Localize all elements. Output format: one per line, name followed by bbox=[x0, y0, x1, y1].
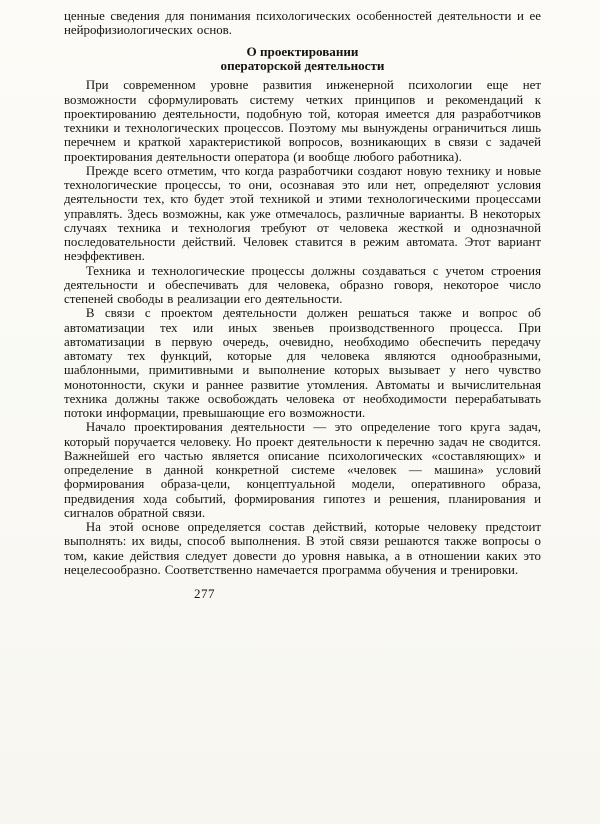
section-heading-line-1: О проектировании bbox=[246, 43, 359, 59]
paragraph: При современном уровне развития инженерной психологии еще нет возможности сформулировать систему четких принципов и рекомендаций к проектированию деятельности, подобную той, которая имеется для разработчиков техники и технологических процессов. Поэтому мы вынуждены ограничиться лишь перечнем и краткой характеристикой вопросов, возникающих в связи с задачей проектирования деятельности оператора (и вообще любого работника). bbox=[64, 78, 541, 164]
section-heading bbox=[64, 45, 541, 74]
continuation-paragraph: ценные сведения для понимания психологических особенностей деятельности и ее нейрофизиологических основ. bbox=[64, 9, 541, 38]
page-number: 277 bbox=[194, 586, 216, 602]
paragraph: В связи с проектом деятельности должен решаться также и вопрос об автоматизации тех или иных звеньев производственного процесса. При автоматизации в первую очередь, очевидно, необходимо обеспечить передачу автомату тех функций, которые для человека являются однообразными, шаблонными, примитивными и выполнение которых вызывает у него чувство монотонности, скуки и раннее развитие утомления. Автоматы и вычислительная техника должны также освобождать человека от необходимости перерабатывать потоки информации, превышающие его возможности. bbox=[64, 306, 541, 421]
paragraph: Техника и технологические процессы должны создаваться с учетом строения деятельности и обеспечивать для человека, образно говоря, некоторое число степеней свободы в реализации его деятельности. bbox=[64, 263, 541, 307]
page-text-block bbox=[64, 9, 541, 577]
paragraph: Начало проектирования деятельности — это определение того круга задач, который поручается человеку. Но проект деятельности к перечню задач не сводится. Важнейшей его частью является описание психологических «составляющих» и определение в данной конкретной системе «человек — машина» условий формирования образа-цели, концептуальной модели, оперативного образа, предвидения хода событий, формирования гипотез и решения, планирования и сигналов обратной связи. bbox=[64, 420, 541, 520]
section-heading-line-2: операторской деятельности bbox=[220, 57, 385, 73]
paragraph: На этой основе определяется состав действий, которые человеку предстоит выполнять: их виды, способ выполнения. В этой связи решаются также вопросы о том, какие действия следует довести до уровня навыка, а в отношении каких это нецелесообразно. Соответственно намечается программа обучения и тренировки. bbox=[64, 520, 541, 577]
paragraph: Прежде всего отметим, что когда разработчики создают новую технику и новые технологические процессы, то они, осознавая это или нет, определяют условия деятельности тех, кто будет этой техникой и этими технологическими процессами управлять. Здесь возможны, как уже отмечалось, различные варианты. В некоторых случаях техника и технология требуют от человека жесткой и однозначной последовательности действий. Человек ставится в режим автомата. Этот вариант неэффективен. bbox=[64, 163, 541, 264]
